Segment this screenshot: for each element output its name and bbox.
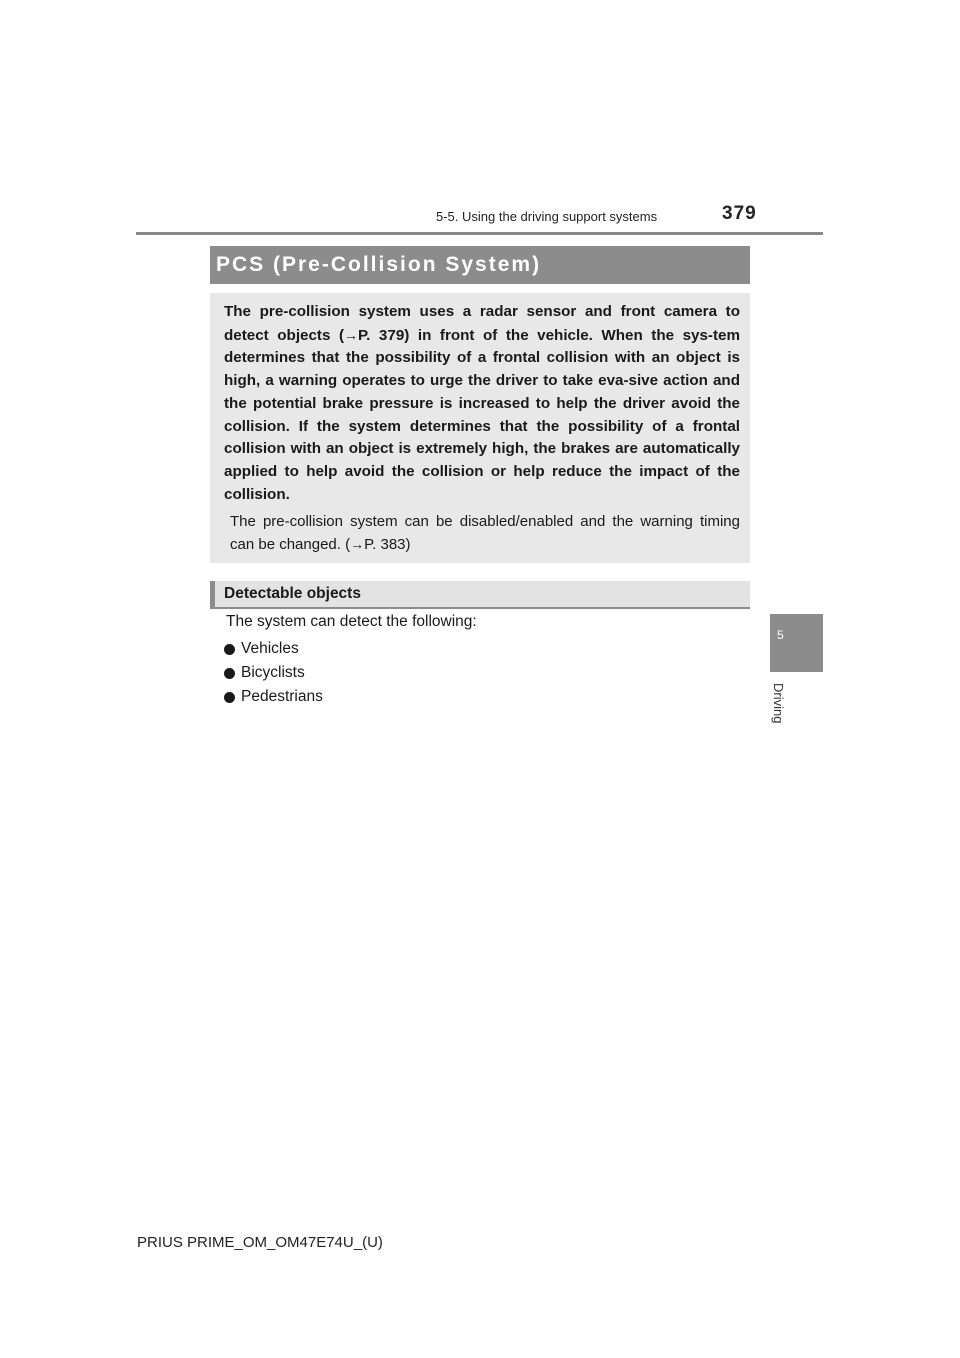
detectable-objects-header xyxy=(210,581,750,609)
list-item-label: Pedestrians xyxy=(241,688,323,705)
arrow-icon: → xyxy=(350,536,365,553)
intro-text-part2: ) in front of the vehicle. When the sys-tem determines that the possibility of a frontal collision with an object is high, a warning operates to urge the driver to take eva-sive action and the potential brake pressure is increased to help the driver avoid the collision. If the system determines that the possibility of a frontal collision with an object is extremely high, the brakes are automatically applied to help avoid the collision or help reduce the impact of the collision. xyxy=(224,326,740,503)
list-item xyxy=(224,661,323,685)
intro-note xyxy=(230,510,740,556)
arrow-icon: → xyxy=(344,326,359,343)
note-text-part2: ) xyxy=(405,536,411,554)
list-item xyxy=(224,685,323,709)
header-divider xyxy=(136,232,823,235)
header-section-title: 5-5. Using the driving support systems xyxy=(436,209,658,224)
chapter-label xyxy=(772,683,786,735)
bullet-icon xyxy=(224,692,235,703)
list-item xyxy=(224,637,323,661)
page-reference-link[interactable]: P. 379 xyxy=(358,326,405,344)
page-reference-link[interactable]: P. 383 xyxy=(364,536,406,554)
subsection-title: Detectable objects xyxy=(224,585,361,602)
chapter-label-text: Driving xyxy=(771,683,786,724)
section-title-bar xyxy=(210,246,750,284)
intro-paragraph xyxy=(224,301,740,506)
chapter-tab xyxy=(770,614,823,672)
bullet-icon xyxy=(224,668,235,679)
footer-document-code: PRIUS PRIME_OM_OM47E74U_(U) xyxy=(137,1234,383,1251)
page-number: 379 xyxy=(722,203,757,224)
intro-text-part1: The pre-collision system uses a radar sensor and front camera to detect objects ( xyxy=(224,303,740,344)
detectable-intro: The system can detect the following: xyxy=(226,613,477,630)
list-item-label: Vehicles xyxy=(241,640,299,657)
list-item-label: Bicyclists xyxy=(241,664,305,681)
intro-box xyxy=(210,293,750,563)
chapter-tab-number: 5 xyxy=(777,628,784,642)
detectable-list xyxy=(224,637,323,709)
note-text-part1: The pre-collision system can be disabled/enabled and the warning timing can be changed. ( xyxy=(230,513,740,554)
bullet-icon xyxy=(224,644,235,655)
page-title: PCS (Pre-Collision System) xyxy=(216,253,542,276)
